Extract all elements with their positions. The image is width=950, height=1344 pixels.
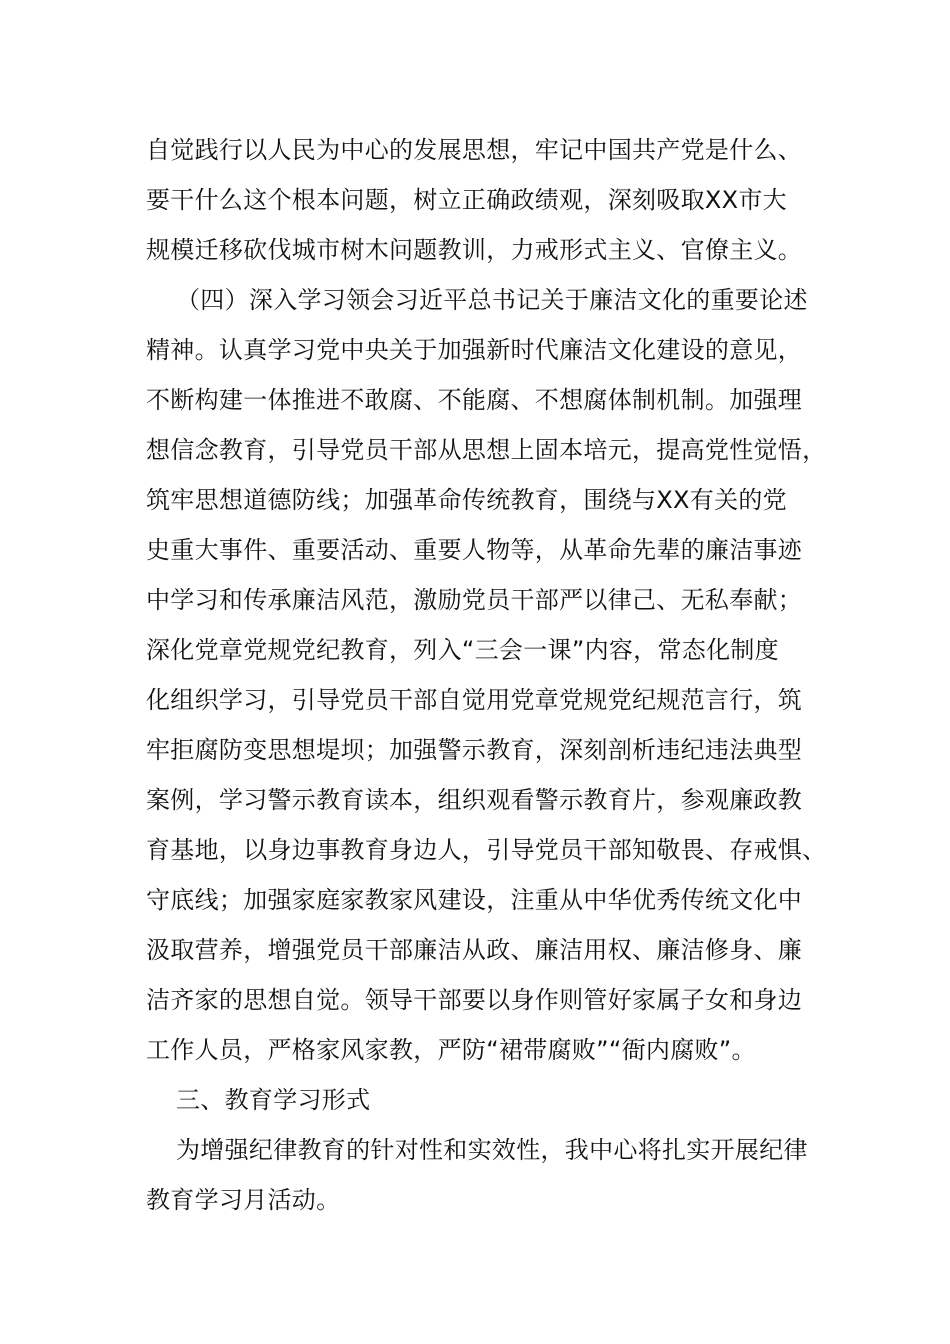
text-line: 工作人员，严格家风家教，严防“裙带腐败”“衙内腐败”。	[146, 1036, 756, 1064]
text-line: 汲取营养，增强党员干部廉洁从政、廉洁用权、廉洁修身、廉	[146, 936, 803, 964]
text-line: 精神。认真学习党中央关于加强新时代廉洁文化建设的意见，	[146, 336, 803, 364]
text-line: 化组织学习，引导党员干部自觉用党章党规党纪规范言行，筑	[146, 686, 803, 714]
text-line: 规模迁移砍伐城市树木问题教训，力戒形式主义、官僚主义。	[146, 236, 803, 264]
text-line: 深化党章党规党纪教育，列入“三会一课”内容，常态化制度	[146, 636, 779, 664]
text-line: 筑牢思想道德防线；加强革命传统教育，围绕与XX有关的党	[146, 486, 787, 514]
text-line: 史重大事件、重要活动、重要人物等，从革命先辈的廉洁事迹	[146, 536, 803, 564]
text-line: 要干什么这个根本问题，树立正确政绩观，深刻吸取XX市大	[146, 186, 787, 214]
text-line: 想信念教育，引导党员干部从思想上固本培元，提高党性觉悟，	[146, 436, 827, 464]
text-line: 教育学习月活动。	[146, 1186, 341, 1214]
text-line: 洁齐家的思想自觉。领导干部要以身作则管好家属子女和身边	[146, 986, 803, 1014]
text-line: 中学习和传承廉洁风范，激励党员干部严以律己、无私奉献；	[146, 586, 803, 614]
section-heading-4: （四）深入学习领会习近平总书记关于廉洁文化的重要论述	[176, 286, 808, 314]
text-line: 育基地，以身边事教育身边人，引导党员干部知敬畏、存戒惧、	[146, 836, 827, 864]
text-line: 案例，学习警示教育读本，组织观看警示教育片，参观廉政教	[146, 786, 803, 814]
text-line: 不断构建一体推进不敢腐、不能腐、不想腐体制机制。加强理	[146, 386, 803, 414]
text-line: 自觉践行以人民为中心的发展思想，牢记中国共产党是什么、	[146, 136, 803, 164]
text-line: 为增强纪律教育的针对性和实效性，我中心将扎实开展纪律	[176, 1136, 808, 1164]
section-heading-3: 三、教育学习形式	[176, 1086, 371, 1114]
text-line: 守底线；加强家庭家教家风建设，注重从中华优秀传统文化中	[146, 886, 803, 914]
text-line: 牢拒腐防变思想堤坝；加强警示教育，深刻剖析违纪违法典型	[146, 736, 803, 764]
